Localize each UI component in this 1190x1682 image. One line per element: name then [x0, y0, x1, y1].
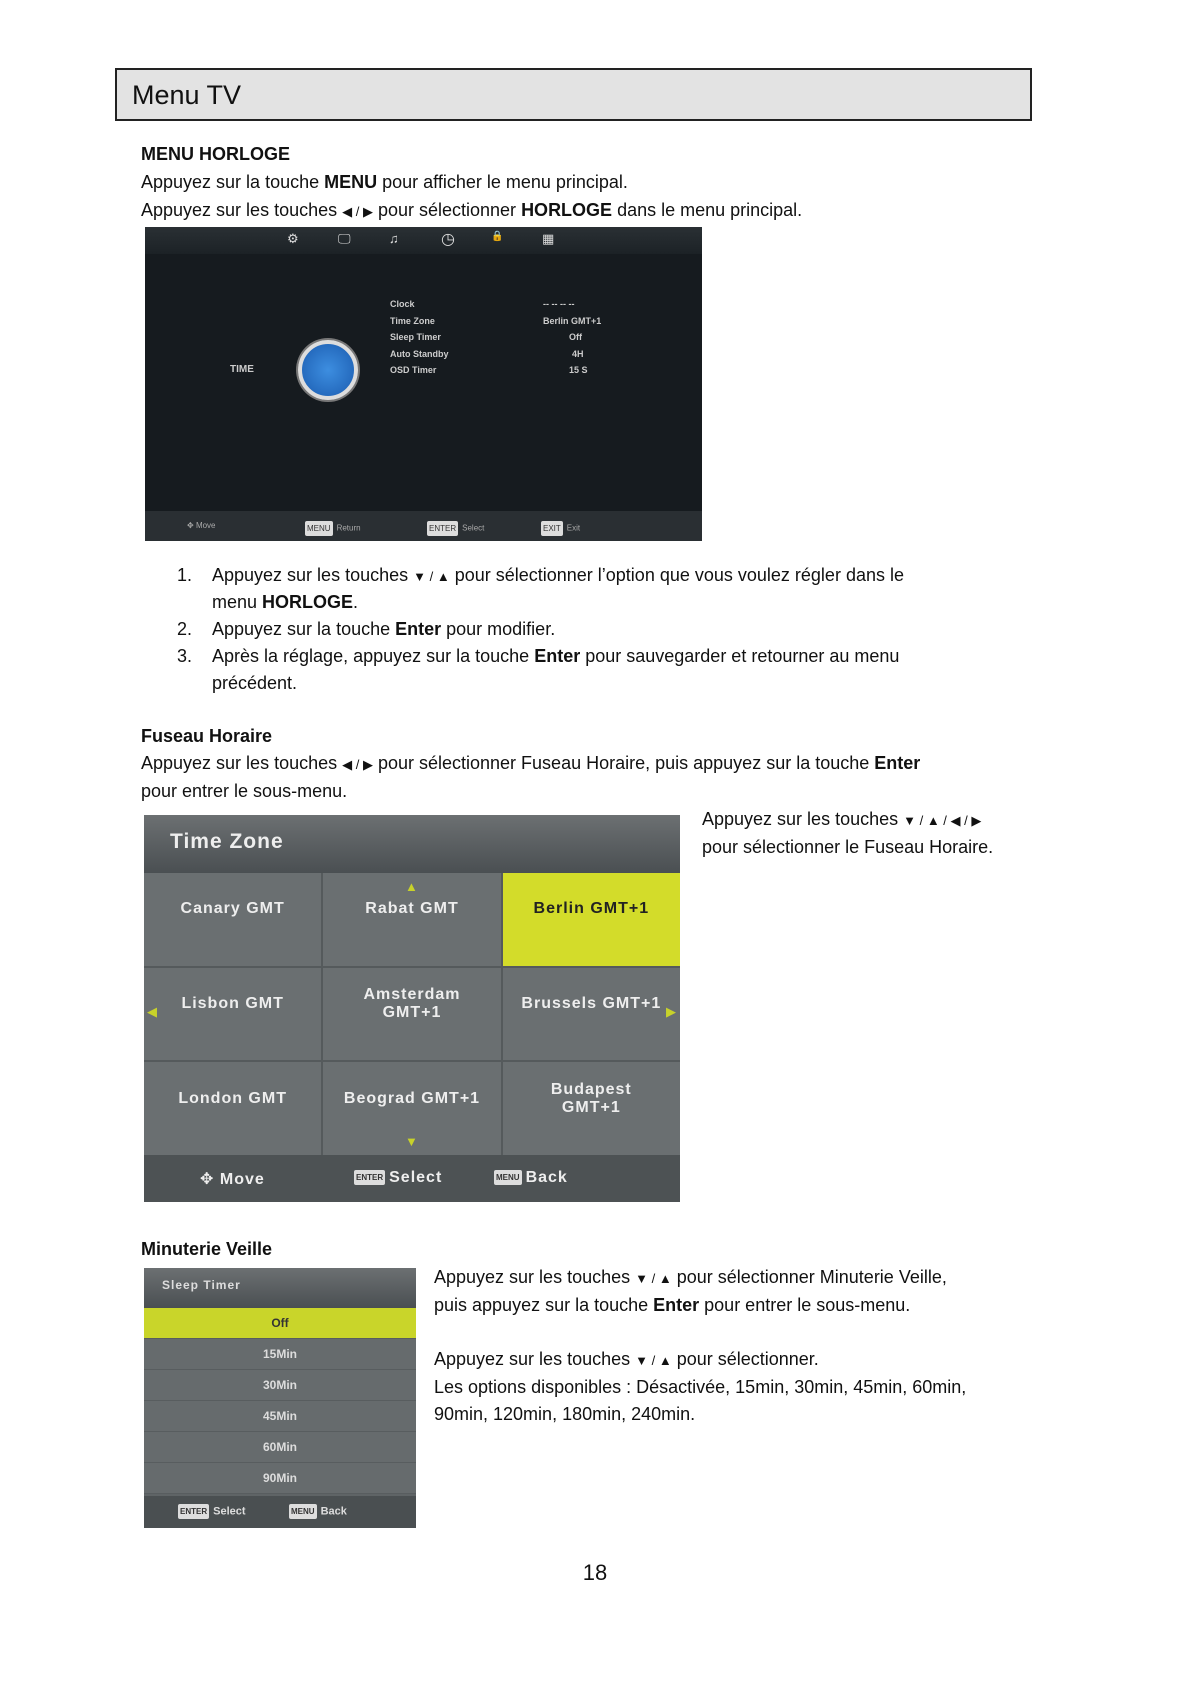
select-hint: ENTER Select — [356, 1169, 443, 1186]
step-1-cont: menu HORLOGE. — [212, 592, 359, 612]
back-hint: MENU Back — [291, 1505, 347, 1518]
step-3-cont: précédent. — [212, 673, 298, 693]
step-1-number: 1. — [177, 565, 193, 585]
timezone-option-selected[interactable]: Berlin GMT+1 — [503, 873, 680, 966]
step-2: Appuyez sur la touche Enter pour modifier. — [212, 619, 556, 639]
item-label: Sleep Timer — [390, 332, 441, 342]
item-value: 15 S — [569, 365, 588, 375]
arrow-left-icon: ◀ — [147, 1003, 158, 1019]
side-text: Appuyez sur les touches ▼ / ▲ / ◀ / ▶ — [702, 809, 982, 829]
item-label: OSD Timer — [390, 365, 437, 375]
para-line: Appuyez sur les touches ▼ / ▲ pour sélectionner. — [434, 1349, 819, 1369]
panel-title: Sleep Timer — [144, 1268, 416, 1308]
lock-icon: 🔒 — [491, 231, 504, 242]
sleep-option[interactable]: 30Min — [144, 1370, 416, 1401]
para-line: pour entrer le sous-menu. — [141, 781, 348, 801]
heading-minuterie: Minuterie Veille — [141, 1239, 273, 1259]
item-value: 4H — [572, 349, 584, 359]
step-3-number: 3. — [177, 646, 193, 666]
sleep-timer-panel-screenshot — [144, 1268, 416, 1528]
page-number: 18 — [582, 1560, 608, 1585]
step-1: Appuyez sur les touches ▼ / ▲ pour sélectionner l’option que vous voulez régler dans le — [212, 565, 904, 585]
timezone-option[interactable]: Amsterdam GMT+1 — [323, 968, 500, 1061]
apps-icon: ▦ — [542, 231, 555, 246]
sleep-option[interactable]: 15Min — [144, 1339, 416, 1370]
side-text: pour sélectionner le Fuseau Horaire. — [702, 837, 994, 857]
item-value: Berlin GMT+1 — [543, 316, 602, 326]
return-hint: MENU Return — [305, 521, 361, 536]
item-value: Off — [569, 332, 582, 342]
para-line: 90min, 120min, 180min, 240min. — [434, 1404, 696, 1424]
panel-title: Time Zone — [144, 815, 680, 873]
clock-icon: ◷ — [441, 231, 455, 248]
sleep-option[interactable]: 45Min — [144, 1401, 416, 1432]
screen-icon: 🖵 — [338, 231, 351, 246]
exit-hint: EXIT Exit — [541, 521, 580, 536]
timezone-grid — [144, 873, 680, 1155]
item-value: -- -- -- -- — [543, 299, 575, 309]
select-hint: ENTER Select — [180, 1505, 246, 1518]
panel-footer — [144, 1155, 680, 1202]
menu-icon-bar — [145, 227, 702, 254]
arrow-up-icon: ▲ — [405, 879, 419, 894]
para-line: Appuyez sur les touches ◀ / ▶ pour sélectionner Fuseau Horaire, puis appuyez sur la touche Enter — [141, 753, 921, 773]
move-hint: ✥ Move — [187, 521, 216, 530]
tv-time-menu-screenshot — [145, 227, 702, 541]
sleep-option[interactable]: 90Min — [144, 1463, 416, 1494]
arrow-down-icon: ▼ — [405, 1133, 419, 1149]
step-2-number: 2. — [177, 619, 193, 639]
para-line: puis appuyez sur la touche Enter pour entrer le sous-menu. — [434, 1295, 911, 1315]
item-label: Auto Standby — [390, 349, 449, 359]
para-line: Appuyez sur les touches ▼ / ▲ pour sélectionner Minuterie Veille, — [434, 1267, 947, 1287]
timezone-option[interactable]: Beograd GMT+1 ▼ — [323, 1062, 500, 1155]
timezone-option[interactable]: Brussels GMT+1 ▶ — [503, 968, 680, 1061]
arrow-right-icon: ▶ — [665, 1003, 677, 1019]
timezone-option[interactable]: London GMT — [144, 1062, 321, 1155]
section-header — [115, 68, 1032, 121]
para-line: Les options disponibles : Désactivée, 15min, 30min, 45min, 60min, — [434, 1377, 967, 1397]
heading-fuseau: Fuseau Horaire — [141, 726, 273, 746]
para-line: Appuyez sur les touches ◀ / ▶ pour sélectionner HORLOGE dans le menu principal. — [141, 200, 803, 220]
step-3: Après la réglage, appuyez sur la touche Enter pour sauvegarder et retourner au menu — [212, 646, 900, 666]
timezone-option[interactable]: Budapest GMT+1 — [503, 1062, 680, 1155]
timezone-option[interactable]: ◀ Lisbon GMT — [144, 968, 321, 1061]
item-label: Time Zone — [390, 316, 435, 326]
item-label: Clock — [390, 299, 415, 309]
heading-horloge: MENU HORLOGE — [141, 144, 291, 164]
panel-footer — [144, 1496, 416, 1528]
timezone-option[interactable]: Canary GMT — [144, 873, 321, 966]
section-label: TIME — [230, 364, 254, 375]
picture-icon: ⚙ — [287, 231, 299, 246]
music-icon: ♫ — [389, 231, 399, 246]
timezone-panel-screenshot — [144, 815, 680, 1202]
section-title: Menu TV — [132, 80, 242, 110]
para-line: Appuyez sur la touche MENU pour afficher le menu principal. — [141, 172, 628, 192]
select-hint: ENTER Select — [427, 521, 484, 536]
back-hint: MENU Back — [496, 1169, 568, 1186]
move-hint: ✥ Move — [200, 1171, 265, 1188]
sleep-option-selected[interactable]: Off — [144, 1308, 416, 1339]
sleep-option[interactable]: 60Min — [144, 1432, 416, 1463]
clock-graphic-icon — [298, 340, 358, 400]
timezone-option[interactable]: ▲ Rabat GMT — [323, 873, 500, 966]
tv-footer — [145, 511, 702, 541]
